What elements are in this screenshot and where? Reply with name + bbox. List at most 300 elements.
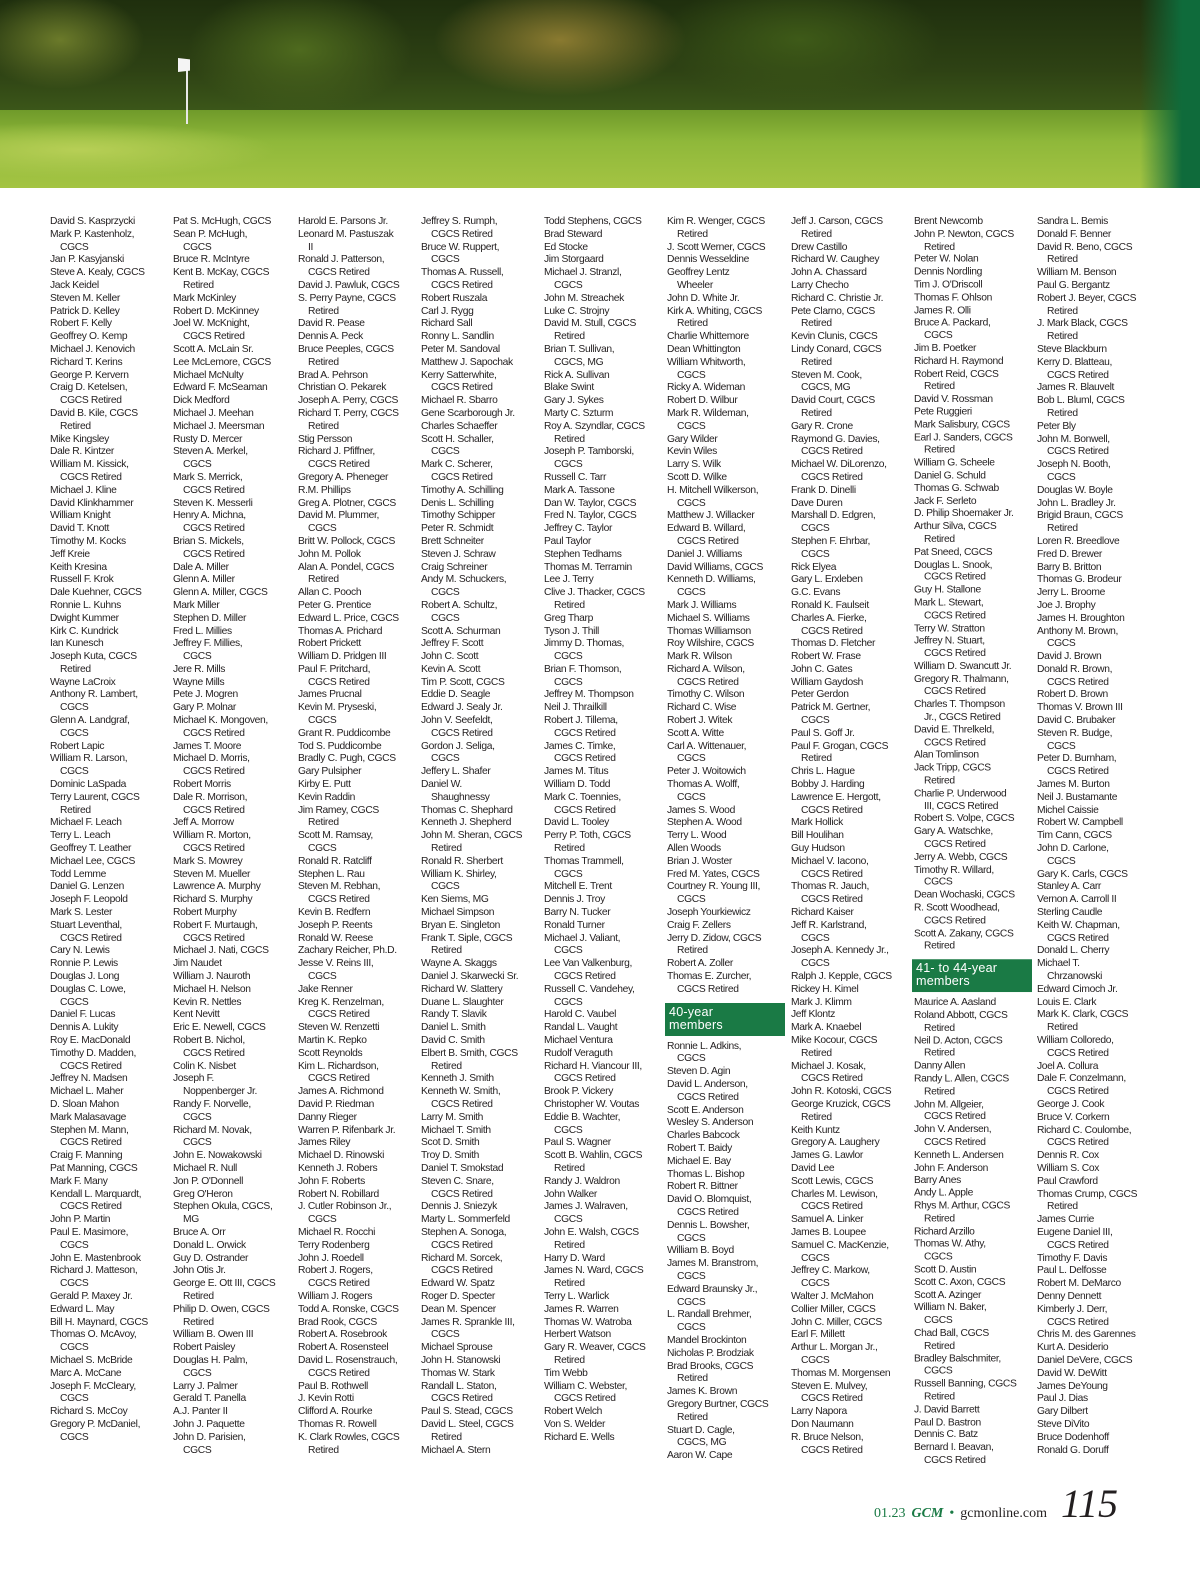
member-name: Kevin M. Pryseski,	[298, 702, 377, 714]
member-name: Terry L. Leach	[50, 830, 111, 842]
member-entry	[173, 1393, 293, 1406]
member-name: Jake Renner	[298, 983, 353, 995]
member-entry	[914, 1442, 1034, 1467]
member-name: Mike Kingsley	[50, 433, 109, 445]
member-entry	[173, 881, 293, 894]
member-credential: Retired	[801, 1047, 832, 1059]
member-name: Raymond G. Davies,	[791, 433, 880, 445]
member-entry	[421, 1201, 541, 1214]
member-entry	[667, 664, 787, 690]
member-name: David L. Steel, CGCS	[421, 1418, 514, 1430]
member-entry	[667, 331, 787, 344]
member-name: William R. Morton,	[173, 830, 251, 842]
member-credential: CGCS	[554, 996, 583, 1008]
member-entry	[50, 856, 170, 869]
member-name: Jon P. O'Donnell	[173, 1175, 244, 1187]
member-entry	[544, 293, 664, 306]
member-name: J. Kevin Rotti	[298, 1393, 354, 1405]
member-entry	[298, 689, 418, 702]
member-credential: CGCS	[554, 868, 583, 880]
member-name: Richard H. Viancour III,	[544, 1060, 642, 1072]
member-name: Edward Cimoch Jr.	[1037, 983, 1118, 995]
member-entry	[544, 267, 664, 293]
member-credential: CGCS	[1047, 471, 1076, 483]
member-name: Joseph Yourkiewicz	[667, 907, 751, 919]
member-name: Michael T. Smith	[421, 1124, 491, 1136]
member-name: David L. Tooley	[544, 817, 609, 829]
member-name: Allen Woods	[667, 843, 721, 855]
member-name: Dwight Kummer	[50, 612, 119, 624]
member-credential: CGCS Retired	[183, 548, 245, 560]
member-name: David J. Brown	[1037, 651, 1102, 663]
member-name: Ronnie L. Adkins,	[667, 1040, 742, 1052]
member-column-1	[50, 216, 170, 1445]
member-entry	[298, 318, 418, 331]
member-entry	[50, 779, 170, 792]
member-credential: CGCS Retired	[60, 395, 122, 407]
member-entry	[421, 907, 541, 920]
member-credential: Retired	[677, 945, 708, 957]
member-name: Mark S. Merrick,	[173, 471, 243, 483]
member-name: Ronald K. Faulseit	[791, 599, 869, 611]
member-name: Donald R. Brown,	[1037, 663, 1113, 675]
member-entry	[50, 1214, 170, 1227]
member-entry	[667, 549, 787, 562]
member-name: Scott A. McLain Sr.	[173, 343, 254, 355]
member-name: Robert Paisley	[173, 1342, 236, 1354]
member-entry	[50, 536, 170, 549]
member-entry	[791, 728, 911, 741]
member-entry	[421, 242, 541, 268]
member-name: Thomas O. McAvoy,	[50, 1329, 137, 1341]
member-name: Eddie D. Seagle	[421, 689, 491, 701]
member-entry	[914, 432, 1034, 457]
member-name: Stuart D. Cagle,	[667, 1424, 735, 1436]
member-entry	[1037, 843, 1157, 869]
member-name: Charles M. Lewison,	[791, 1188, 878, 1200]
member-name: James M. Burton	[1037, 779, 1110, 791]
member-name: Dale R. Kintzer	[50, 446, 114, 458]
member-entry	[544, 1419, 664, 1432]
member-name: Andy L. Apple	[914, 1187, 973, 1199]
member-entry	[173, 1355, 293, 1381]
member-name: Jeff Klontz	[791, 1009, 836, 1021]
member-credential: CGCS	[60, 702, 89, 714]
member-name: David R. Beno, CGCS	[1037, 241, 1133, 253]
member-credential: CGCS	[677, 894, 706, 906]
member-entry	[421, 1291, 541, 1304]
member-name: Ian Kunesch	[50, 638, 104, 650]
member-entry	[791, 1214, 911, 1227]
member-entry	[667, 651, 787, 664]
member-name: Larry Napora	[791, 1406, 847, 1418]
member-name: Gary P. Molnar	[173, 702, 237, 714]
member-name: William R. Larson,	[50, 753, 128, 765]
member-credential: Retired	[308, 817, 339, 829]
member-name: Stuart Leventhal,	[50, 919, 122, 931]
member-name: Douglas W. Boyle	[1037, 484, 1113, 496]
member-entry	[544, 1317, 664, 1330]
member-name: Dennis C. Batz	[914, 1429, 978, 1441]
member-credential: CGCS Retired	[431, 1239, 493, 1251]
member-name: Douglas C. Lowe,	[50, 983, 126, 995]
member-name: Scott B. Wahlin, CGCS	[544, 1150, 643, 1162]
member-name: William D. Todd	[544, 779, 611, 791]
member-name: Mark R. Wildeman,	[667, 407, 749, 419]
member-name: Randy J. Waldron	[544, 1175, 620, 1187]
member-name: Earl J. Sanders, CGCS	[914, 432, 1013, 444]
member-credential: CGCS	[677, 587, 706, 599]
member-name: Lee McLemore, CGCS	[173, 356, 271, 368]
member-entry	[421, 600, 541, 626]
member-entry	[544, 1406, 664, 1419]
member-entry	[173, 997, 293, 1010]
member-name: Luke C. Strojny	[544, 305, 610, 317]
member-entry	[544, 1099, 664, 1112]
member-name: Kevin B. Redfern	[298, 907, 371, 919]
member-credential: Retired	[308, 420, 339, 432]
member-entry	[1037, 1355, 1157, 1368]
issue-date: 01.23	[873, 1506, 906, 1521]
member-name: Steven C. Snare,	[421, 1175, 494, 1187]
member-name: Timothy M. Kocks	[50, 535, 126, 547]
member-entry	[544, 1253, 664, 1266]
member-entry	[667, 869, 787, 882]
member-name: Russell F. Krok	[50, 574, 114, 586]
member-entry	[50, 510, 170, 523]
member-entry	[173, 574, 293, 587]
member-entry	[50, 1176, 170, 1189]
member-name: Dave Duren	[791, 497, 843, 509]
member-name: Richard E. Wells	[544, 1431, 615, 1443]
member-name: William B. Owen III	[173, 1329, 254, 1341]
member-name: Jesse V. Reins III,	[298, 958, 374, 970]
member-entry	[791, 1137, 911, 1150]
member-entry	[298, 293, 418, 319]
member-name: William G. Scheele	[914, 457, 995, 469]
member-entry	[421, 715, 541, 741]
member-entry	[914, 470, 1034, 483]
member-name: Scott D. Wilke	[667, 471, 727, 483]
member-name: Thomas V. Brown III	[1037, 702, 1123, 714]
member-name: Joseph N. Booth,	[1037, 459, 1111, 471]
member-name: Alan Tomlinson	[914, 750, 979, 761]
member-name: Joel W. McKnight,	[173, 318, 250, 330]
member-name: Paul S. Stead, CGCS	[421, 1406, 513, 1418]
member-entry	[298, 1381, 418, 1394]
member-name: Charles T. Thompson	[914, 699, 1005, 711]
member-name: Brian S. Mickels,	[173, 535, 244, 547]
member-name: Geoffrey O. Kemp	[50, 331, 128, 343]
member-name: Richard C. Coulombe,	[1037, 1124, 1132, 1136]
member-name: Mark R. Wilson	[667, 651, 732, 663]
member-entry	[914, 521, 1034, 546]
member-entry	[1037, 1432, 1157, 1445]
member-entry	[50, 1329, 170, 1355]
member-entry	[50, 229, 170, 255]
member-entry	[914, 1290, 1034, 1303]
member-entry	[173, 267, 293, 293]
member-entry	[791, 843, 911, 856]
member-name: Dick Medford	[173, 395, 230, 407]
member-name: Maurice A. Aasland	[914, 997, 996, 1009]
member-name: Jeffrey M. Thompson	[544, 689, 634, 701]
page-footer	[873, 1481, 1118, 1528]
member-entry	[914, 419, 1034, 432]
member-name: Marc A. McCane	[50, 1367, 122, 1379]
member-name: Robert T. Baidy	[667, 1142, 732, 1154]
member-entry	[1037, 626, 1157, 652]
member-entry	[298, 1022, 418, 1035]
member-credential: Retired	[924, 1213, 955, 1225]
member-name: Alan A. Pondel, CGCS	[298, 561, 395, 573]
section-heading-line: members	[669, 1017, 723, 1032]
member-entry	[667, 1245, 787, 1258]
member-name: Thomas W. Stark	[421, 1367, 495, 1379]
member-credential: CGCS	[554, 651, 583, 663]
member-credential: CGCS	[801, 1252, 830, 1264]
member-entry	[173, 1061, 293, 1074]
member-name: Robert J. Tillema,	[544, 715, 618, 727]
member-entry	[544, 1432, 664, 1445]
member-entry	[173, 984, 293, 997]
member-entry	[791, 792, 911, 818]
member-entry	[914, 864, 1034, 889]
member-entry	[421, 485, 541, 498]
member-credential: CGCS	[431, 446, 460, 458]
member-name: Richard A. Wilson,	[667, 663, 745, 675]
member-name: Richard J. Matteson,	[50, 1265, 138, 1277]
member-entry	[298, 651, 418, 664]
member-credential: CGCS Retired	[431, 1098, 493, 1110]
green-accent-band	[1140, 0, 1200, 188]
member-entry	[173, 741, 293, 754]
member-name: Mark S. Mowrey	[173, 855, 243, 867]
member-entry	[421, 997, 541, 1010]
member-entry	[298, 1099, 418, 1112]
member-entry	[421, 1150, 541, 1163]
member-credential: CGCS	[801, 932, 830, 944]
member-name: John E. Mastenbrook	[50, 1252, 141, 1264]
member-name: Gene Scarborough Jr.	[421, 407, 515, 419]
member-name: Richard J. Pfiffner,	[298, 446, 375, 458]
member-entry	[173, 638, 293, 664]
member-entry	[421, 408, 541, 421]
member-entry	[544, 1176, 664, 1189]
member-entry	[173, 613, 293, 626]
member-entry	[50, 1355, 170, 1368]
member-entry	[914, 928, 1034, 953]
member-entry	[1037, 318, 1157, 344]
member-name: James R. Warren	[544, 1303, 619, 1315]
member-credential: CGCS Retired	[924, 839, 986, 850]
member-name: William N. Baker,	[914, 1302, 987, 1314]
member-entry	[1037, 510, 1157, 536]
member-credential: CGCS Retired	[554, 1393, 616, 1405]
member-entry	[791, 1419, 911, 1432]
member-credential: CGCS Retired	[801, 804, 863, 816]
member-entry	[1037, 651, 1157, 664]
member-name: David C. Brubaker	[1037, 715, 1116, 727]
member-name: Peter W. Nolan	[914, 254, 979, 266]
website-link[interactable]: gcmonline.com	[960, 1506, 1047, 1521]
member-entry	[1037, 792, 1157, 805]
member-credential: Retired	[924, 533, 955, 545]
member-entry	[914, 1201, 1034, 1226]
member-entry	[421, 1227, 541, 1253]
member-entry	[421, 933, 541, 959]
member-entry	[544, 779, 664, 792]
member-credential: CGCS Retired	[308, 267, 370, 279]
member-entry	[667, 971, 787, 997]
member-entry	[791, 1022, 911, 1035]
member-name: Terry Rodenberg	[298, 1239, 370, 1251]
member-entry	[667, 1105, 787, 1118]
member-entry	[914, 585, 1034, 598]
member-name: Terry Laurent, CGCS	[50, 791, 140, 803]
member-name: Joseph A. Perry, CGCS	[298, 395, 399, 407]
member-entry	[421, 370, 541, 396]
member-entry	[791, 779, 911, 792]
member-name: Mark Malasavage	[50, 1111, 127, 1123]
member-name: Robert N. Robillard	[298, 1188, 379, 1200]
member-name: Steven J. Schraw	[421, 548, 496, 560]
member-entry	[173, 1189, 293, 1202]
member-credential: Retired	[924, 1048, 955, 1060]
member-entry	[544, 741, 664, 767]
member-entry	[791, 344, 911, 370]
member-name: James M. Branstrom,	[667, 1258, 759, 1270]
member-name: Brent Newcomb	[914, 216, 983, 227]
member-name: Brad A. Pehrson	[298, 369, 368, 381]
member-name: Gary A. Watschke,	[914, 826, 993, 838]
member-name: Bryan E. Singleton	[421, 919, 500, 931]
member-name: Kenneth J. Shepherd	[421, 817, 512, 829]
member-name: Steven A. Merkel,	[173, 446, 248, 458]
member-entry	[173, 753, 293, 779]
member-name: Martin K. Repko	[298, 1035, 367, 1046]
member-name: Thomas R. Jauch,	[791, 881, 869, 893]
member-entry	[50, 1406, 170, 1419]
member-credential: Retired	[183, 279, 214, 291]
member-name: Mike Kocour, CGCS	[791, 1035, 878, 1046]
member-name: David L. Anderson,	[667, 1079, 748, 1090]
member-credential: Retired	[60, 663, 91, 675]
member-name: Larry Checho	[791, 279, 849, 291]
member-credential: CGCS Retired	[677, 983, 739, 995]
member-name: Courtney R. Young III,	[667, 881, 761, 893]
member-entry	[1037, 229, 1157, 242]
member-credential: CGCS	[183, 1444, 212, 1456]
member-name: Michael J. Kenovich	[50, 343, 135, 355]
member-entry	[667, 1386, 787, 1399]
member-name: Von S. Welder	[544, 1418, 606, 1430]
member-entry	[914, 305, 1034, 318]
member-name: James DeYoung	[1037, 1380, 1108, 1392]
member-entry	[791, 1061, 911, 1087]
member-name: Stephen M. Mann,	[50, 1124, 129, 1136]
member-credential: CGCS Retired	[308, 1367, 370, 1379]
member-name: Robert Murphy	[173, 907, 237, 919]
member-entry	[914, 496, 1034, 509]
member-credential: Retired	[924, 940, 955, 952]
member-entry	[791, 1368, 911, 1381]
member-name: Douglas J. Long	[50, 971, 120, 983]
member-entry	[791, 293, 911, 306]
member-entry	[544, 344, 664, 370]
member-name: Ralph J. Kepple, CGCS	[791, 971, 892, 983]
member-name: S. Perry Payne, CGCS	[298, 292, 396, 304]
member-entry	[173, 1176, 293, 1189]
member-entry	[667, 920, 787, 933]
member-credential: CGCS	[308, 971, 337, 983]
member-name: Pete Clarno, CGCS	[791, 305, 875, 317]
member-credential: Retired	[1047, 1201, 1078, 1213]
member-credential: CGCS Retired	[308, 894, 370, 906]
member-credential: Retired	[554, 1162, 585, 1174]
member-entry	[667, 306, 787, 332]
member-entry	[914, 508, 1034, 521]
member-entry	[173, 920, 293, 946]
member-entry	[1037, 344, 1157, 357]
member-entry	[173, 1278, 293, 1304]
member-entry	[791, 280, 911, 293]
member-credential: CGCS	[60, 996, 89, 1008]
member-name: Dennis Nordling	[914, 266, 983, 278]
member-name: Michael W. DiLorenzo,	[791, 459, 887, 471]
member-name: Dale F. Conzelmann,	[1037, 1073, 1126, 1085]
member-entry	[298, 753, 418, 766]
member-name: Michael H. Nelson	[173, 983, 251, 995]
member-entry	[914, 636, 1034, 661]
member-entry	[50, 280, 170, 293]
member-name: Randall L. Staton,	[421, 1380, 497, 1392]
member-entry	[421, 689, 541, 702]
member-name: Richard C. Christie Jr.	[791, 292, 884, 304]
member-name: Tim P. Scott, CGCS	[421, 676, 505, 688]
magazine-name: GCM	[911, 1506, 944, 1521]
member-entry	[544, 421, 664, 447]
member-entry	[667, 216, 787, 242]
member-name: Scott M. Ramsay,	[298, 830, 373, 842]
member-entry	[791, 971, 911, 984]
member-entry	[173, 677, 293, 690]
member-name: Arthur L. Morgan Jr.,	[791, 1342, 878, 1354]
member-entry	[544, 856, 664, 882]
member-entry	[50, 306, 170, 319]
member-name: Scott Lewis, CGCS	[791, 1175, 874, 1187]
member-entry	[914, 343, 1034, 356]
member-name: Daniel J. Williams	[667, 548, 742, 560]
member-entry	[421, 306, 541, 319]
member-name: Michael R. Null	[173, 1162, 237, 1174]
member-name: Chad Ball, CGCS	[914, 1327, 989, 1339]
member-name: Randal L. Vaught	[544, 1022, 618, 1034]
member-credential: CGCS	[554, 279, 583, 291]
member-entry	[173, 830, 293, 856]
member-entry	[421, 344, 541, 357]
member-entry	[421, 805, 541, 818]
member-entry	[791, 1265, 911, 1291]
member-credential: CGCS	[183, 1111, 212, 1123]
member-name: David M. Stull, CGCS	[544, 318, 636, 330]
member-name: Tod S. Puddicombe	[298, 740, 382, 752]
member-name: Harry D. Ward	[544, 1252, 605, 1264]
member-entry	[544, 1265, 664, 1291]
member-entry	[50, 587, 170, 600]
member-entry	[1037, 1099, 1157, 1112]
member-entry	[298, 1035, 418, 1048]
